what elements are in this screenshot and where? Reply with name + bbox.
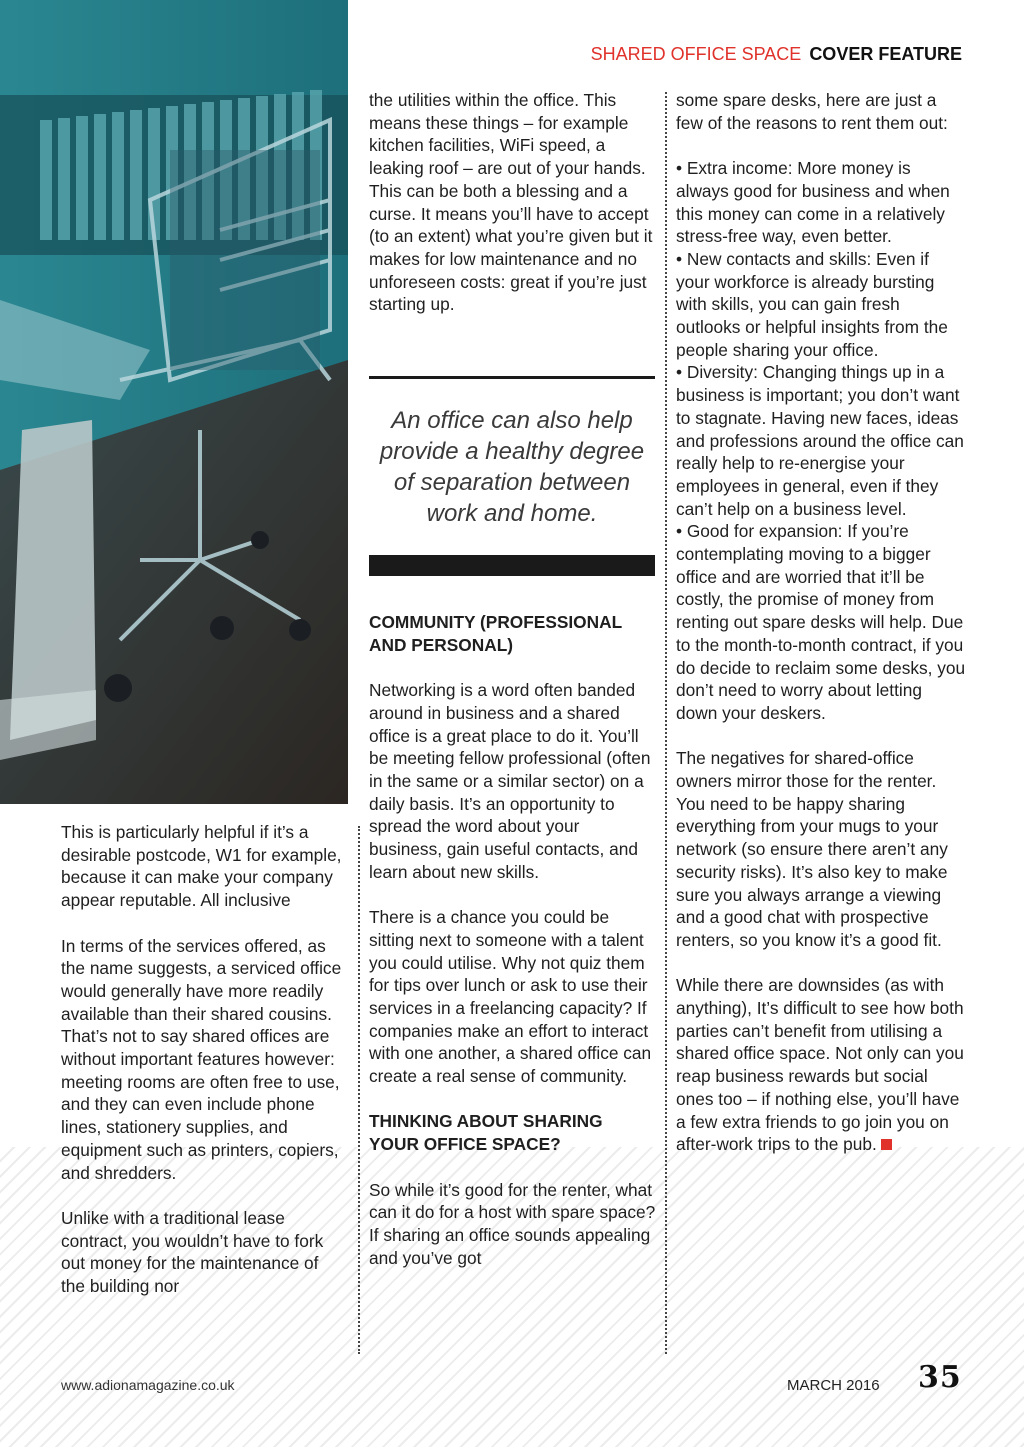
pullquote: An office can also help provide a healthy degree of separation between work and home.: [379, 407, 645, 527]
closing-text: While there are downsides (as with anything), It’s difficult to see how both parties can’t benefit from utilising a shared office space. Not only can you reap business rewards but social ones too – if nothing else, you’ll have a few extra friends to go join you on after-work trips to the pub.: [676, 975, 964, 1155]
feature-label: COVER FEATURE: [809, 44, 962, 64]
bullet-item: • Good for expansion: If you’re contemplating moving to a bigger office and are worried that it’ll be costly, the promise of money from renting out spare desks will help. Due to the month-to-month contract, if you do decide to reclaim some desks, you don’t need to worry about letting down your deskers.: [676, 521, 966, 723]
paragraph: Networking is a word often banded around in business and a shared office is a great place to do it. You’ll be meeting fellow professional (often in the same or a similar sector) on a daily basis. It’s an opportunity to spread the word about your business, gain useful contacts, and learn about new skills.: [369, 680, 651, 882]
bullet-item: • Diversity: Changing things up in a business is important; you don’t want to stagnate. Having new faces, ideas and professions around the office can really help to re-energise your employees in general, even if they can’t help on a business level.: [676, 362, 964, 519]
section-heading: COMMUNITY (PROFESSIONAL AND PERSONAL): [369, 612, 622, 655]
bullet-list: [676, 157, 966, 725]
paragraph: [676, 974, 966, 1156]
footer-url: www.adionamagazine.co.uk: [61, 1377, 235, 1393]
paragraph: In terms of the services offered, as the name suggests, a serviced office would generally have more readily available than their shared cousins. That’s not to say shared offices are without important features however: meeting rooms are often free to use, and they can even include phone lines, stationery supplies, and equipment such as printers, copiers, and shredders.: [61, 935, 342, 1183]
bullet-item: • Extra income: More money is always good for business and when this money can come in a relatively stress-free way, even better.: [676, 158, 950, 247]
paragraph: This is particularly helpful if it’s a desirable postcode, W1 for example, because it can make your company appear reputable. All inclusive: [61, 822, 342, 911]
column-divider: [358, 826, 360, 1354]
paragraph: the utilities within the office. This means these things – for example kitchen facilities, WiFi speed, a leaking roof – are out of your hands. This can be both a blessing and a curse. It means you’ll have to accept (to an extent) what you’re given but it makes for low maintenance and no unforeseen costs: great if you’re just starting up.: [369, 90, 653, 315]
column-3: [676, 89, 966, 1179]
column-divider: [665, 92, 667, 1354]
end-mark-icon: [881, 1139, 892, 1150]
column-1: [61, 821, 346, 1320]
paragraph: The negatives for shared-office owners mirror those for the renter. You need to be happy sharing everything from your mugs to your network (so ensure there aren’t any security risks). It’s also key to make sure you always arrange a viewing and a good chat with prospective renters, so you know it’s a good fit.: [676, 748, 948, 950]
section-label: SHARED OFFICE SPACE: [590, 44, 802, 64]
footer-date: MARCH 2016: [787, 1377, 880, 1394]
pullquote-rule-bottom: [369, 555, 655, 576]
paragraph: There is a chance you could be sitting next to someone with a talent you could utilise. Why not quiz them for tips over lunch or ask to use their services in a freelancing capacity? If companies make an effort to interact with one another, a shared office can create a real sense of community.: [369, 907, 652, 1087]
column-2-body: [369, 611, 656, 1292]
paragraph: So while it’s good for the renter, what can it do for a host with spare space? If sharing an office sounds appealing and you’ve got: [369, 1179, 656, 1268]
pullquote-rule-top: [369, 376, 655, 379]
paragraph: Unlike with a traditional lease contract, you wouldn’t have to fork out money for the maintenance of the building nor: [61, 1207, 324, 1297]
running-head: [591, 44, 962, 65]
paragraph: some spare desks, here are just a few of the reasons to rent them out:: [676, 90, 948, 133]
column-2-intro: [369, 89, 656, 339]
section-heading: THINKING ABOUT SHARING YOUR OFFICE SPACE?: [369, 1111, 603, 1155]
office-chairs-photo: [0, 0, 348, 804]
bullet-item: • New contacts and skills: Even if your workforce is already bursting with skills, you can gain fresh outlooks or helpful insights from the people sharing your office.: [676, 248, 948, 360]
page-number: 35: [918, 1360, 962, 1395]
